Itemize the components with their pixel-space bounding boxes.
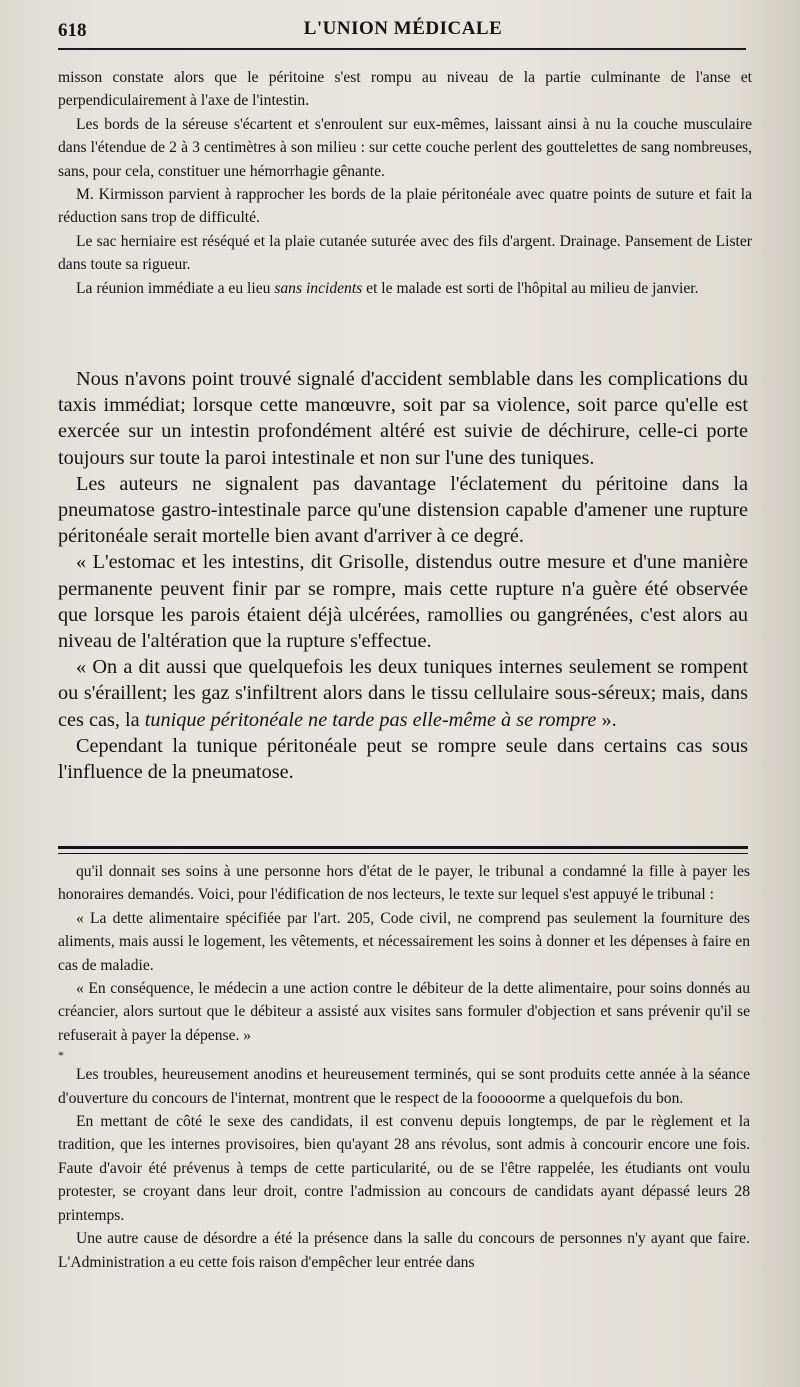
journal-title: L'UNION MÉDICALE bbox=[303, 18, 503, 39]
case-paragraph: Le sac herniaire est réséqué et la plaie cutanée suturée avec des fils d'argent. Drainage. Pansement de Lister dans toute sa rigueur. bbox=[58, 232, 752, 274]
case-paragraph: misson constate alors que le péritoine s'est rompu au niveau de la partie culminante de l'anse et perpendiculairement à l'axe de l'intestin. bbox=[58, 69, 752, 110]
chronicle-column bbox=[58, 860, 750, 1274]
internat-paragraph: Une autre cause de désordre a été la présence dans la salle du concours de personnes n'y ayant que faire. L'Administration a eu cette fois raison d'empêcher leur entrée dans bbox=[58, 1230, 750, 1271]
case-report bbox=[58, 66, 752, 300]
page-number: 618 bbox=[58, 20, 87, 41]
case-paragraph: M. Kirmisson parvient à rapprocher les bords de la plaie péritonéale avec quatre points de suture et fait la réduction sans trop de difficulté. bbox=[58, 186, 752, 227]
asterism-separator: * bbox=[58, 1048, 64, 1063]
chronicle-paragraph: qu'il donnait ses soins à une personne hors d'état de le payer, le tribunal a condamné la fille à payer les honoraires demandés. Voici, pour l'édification de nos lecteurs, le texte sur lequel s'est appuyé le tribunal : bbox=[58, 863, 750, 904]
discussion bbox=[58, 366, 748, 785]
section-divider bbox=[58, 846, 748, 854]
case-paragraph: Les bords de la séreuse s'écartent et s'enroulent sur eux-mêmes, laissant ainsi à nu la couche musculaire dans l'étendue de 2 à 3 centimètres à son milieu : sur cette couche perlent des gouttelettes de sang nombreuses, sans, pour cela, constituer une hémorrhagie gênante. bbox=[58, 115, 752, 180]
internat-paragraph: En mettant de côté le sexe des candidats, il est convenu depuis longtemps, de par le règlement et la tradition, que les internes provisoires, bien qu'ayant 28 ans révolus, sont admis à concourir encore une fois. Faute d'avoir été prévenus à temps de cette particularité, ou de se l'être rappelée, les étudiants ont voulu protester, se croyant dans leur droit, contre l'admission au concours de candidats ayant dépassé leurs 28 printemps. bbox=[58, 1113, 750, 1224]
chronicle-paragraph: « En conséquence, le médecin a une action contre le débiteur de la dette alimentaire, pour soins donnés au créancier, alors surtout que le débiteur a assisté aux visites sans formuler d'objection et sans prévenir qu'il se refuserait à payer la dépense. » bbox=[58, 980, 750, 1044]
discussion-paragraph: Les auteurs ne signalent pas davantage l'éclatement du péritoine dans la pneumatose gastro-intestinale parce qu'une distension capable d'amener une rupture péritonéale serait mortelle bien avant d'arriver à ce degré. bbox=[58, 472, 748, 548]
page-header bbox=[58, 14, 748, 48]
italic-text-run: sans incidents bbox=[274, 279, 363, 297]
discussion-paragraph: « L'estomac et les intestins, dit Grisolle, distendus outre mesure et d'une manière permanente peuvent finir par se rompre, mais cette rupture n'a guère été observée que lorsque les parois étaient déjà ulcérées, ramollies ou gangrénées, c'est alors au niveau de l'altération que la rupture s'effectue. bbox=[58, 551, 748, 653]
text-run: ». bbox=[596, 708, 617, 731]
internat-paragraph: Les troubles, heureusement anodins et heureusement terminés, qui se sont produits cette année à la séance d'ouverture du concours de l'internat, montrent que le respect de la fooooorme a quelquefois du bon. bbox=[58, 1066, 750, 1107]
discussion-paragraph bbox=[58, 654, 748, 733]
text-run: « On a dit aussi que quelquefois les deux tuniques internes seulement se rompent ou s'éraillent; les gaz s'infiltrent alors dans le tissu cellulaire sous-séreux; mais, dans ces cas, la bbox=[58, 656, 748, 731]
discussion-paragraph: Cependant la tunique péritonéale peut se rompre seule dans certains cas sous l'influence de la pneumatose. bbox=[58, 734, 748, 784]
chronicle-paragraph: « La dette alimentaire spécifiée par l'art. 205, Code civil, ne comprend pas seulement la fourniture des aliments, mais aussi le logement, les vêtements, et nécessairement les soins à donner et les dépenses à faire en cas de maladie. bbox=[58, 909, 750, 974]
text-run: et le malade est sorti de l'hôpital au milieu de janvier. bbox=[362, 279, 699, 297]
text-run: La réunion immédiate a eu lieu bbox=[76, 279, 275, 297]
case-paragraph bbox=[58, 277, 752, 300]
italic-text-run: tunique péritonéale ne tarde pas elle-même à se rompre bbox=[144, 708, 597, 731]
header-rule bbox=[58, 48, 746, 50]
discussion-paragraph: Nous n'avons point trouvé signalé d'accident semblable dans les complications du taxis immédiat; lorsque cette manœuvre, soit par sa violence, soit parce qu'elle est exercée sur un intestin profondément altéré est suivie de déchirure, celle-ci porte toujours sur toute la paroi intestinale et non sur l'une des tuniques. bbox=[58, 368, 748, 469]
